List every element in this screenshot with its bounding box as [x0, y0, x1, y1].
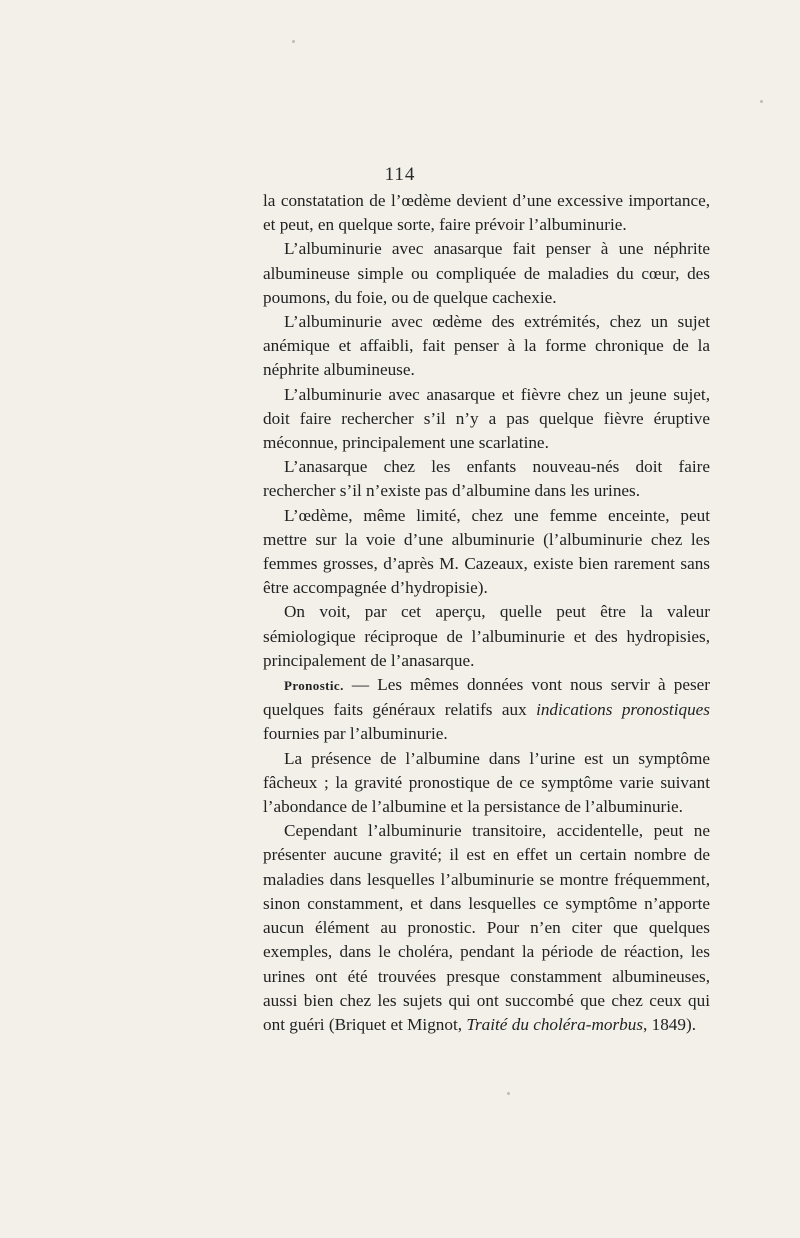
paper-speck: [507, 1092, 510, 1095]
paragraph: L’œdème, même limité, chez une femme enceinte, peut mettre sur la voie d’une albuminurie (l’albuminurie chez les femmes grosses, d’après M. Cazeaux, existe bien rarement sans être accompagnée d’hydropisie).: [263, 505, 710, 598]
paragraph: On voit, par cet aperçu, quelle peut être la valeur sémiologique réciproque de l’albuminurie et des hydropisies, principalement de l’anasarque.: [263, 602, 710, 670]
paragraph-text: fournies par l’albuminurie.: [263, 724, 448, 744]
paragraph: L’albuminurie avec anasarque et fièvre chez un jeune sujet, doit faire rechercher s’il n’y a pas quelque fièvre éruptive méconnue, principalement une scarlatine.: [263, 384, 710, 453]
paragraph: L’albuminurie avec anasarque fait penser à une néphrite albumineuse simple ou compliquée de maladies du cœur, des poumons, du foie, ou de quelque cachexie.: [263, 239, 710, 307]
page-number: 114: [384, 164, 416, 185]
paragraph: L’anasarque chez les enfants nouveau-nés doit faire rechercher s’il n’existe pas d’albumine dans les urines.: [263, 457, 710, 501]
paragraph: La présence de l’albumine dans l’urine est un symptôme fâcheux ; la gravité pronostique de ce symptôme varie suivant l’abondance de l’albumine et la persistance de l’albuminurie.: [263, 748, 710, 817]
paragraph-text: — Les mêmes données vont nous servir à peser quelques faits généraux relatifs aux: [263, 675, 710, 720]
paragraph-text: , 1849).: [643, 1014, 697, 1034]
paragraph-text: Cependant l’albuminurie transitoire, accidentelle, peut ne présenter aucune gravité; il est en effet un certain nombre de maladies dans lesquelles l’albuminurie se montre fréquemment, sinon constamment, et dans lesquelles ce symptôme n’apporte aucun élément au pronostic. Pour n’en citer que quelques exemples, dans le choléra, pendant la période de réaction, les urines ont été trouvées presque constamment albumineuses, aussi bien chez les sujets qui ont succombé que chez ceux qui ont guéri (Briquet et Mignot,: [263, 821, 710, 1034]
body-text: [263, 189, 710, 1037]
citation-title: Traité du choléra-morbus: [466, 1014, 644, 1034]
paragraph: la constatation de l’œdème devient d’une excessive importance, et peut, en quelque sorte, faire prévoir l’albuminurie.: [263, 191, 710, 235]
section-heading: Pronostic.: [284, 678, 344, 694]
paper-speck: [292, 40, 295, 43]
italic-phrase: indications pronostiques: [536, 700, 710, 720]
paragraph-pronostic: [263, 673, 710, 747]
paragraph-cholera: [263, 819, 710, 1037]
paragraph: L’albuminurie avec œdème des extrémités, chez un sujet anémique et affaibli, fait penser à la forme chronique de la néphrite albumineuse.: [263, 312, 710, 380]
paper-speck: [760, 100, 763, 103]
